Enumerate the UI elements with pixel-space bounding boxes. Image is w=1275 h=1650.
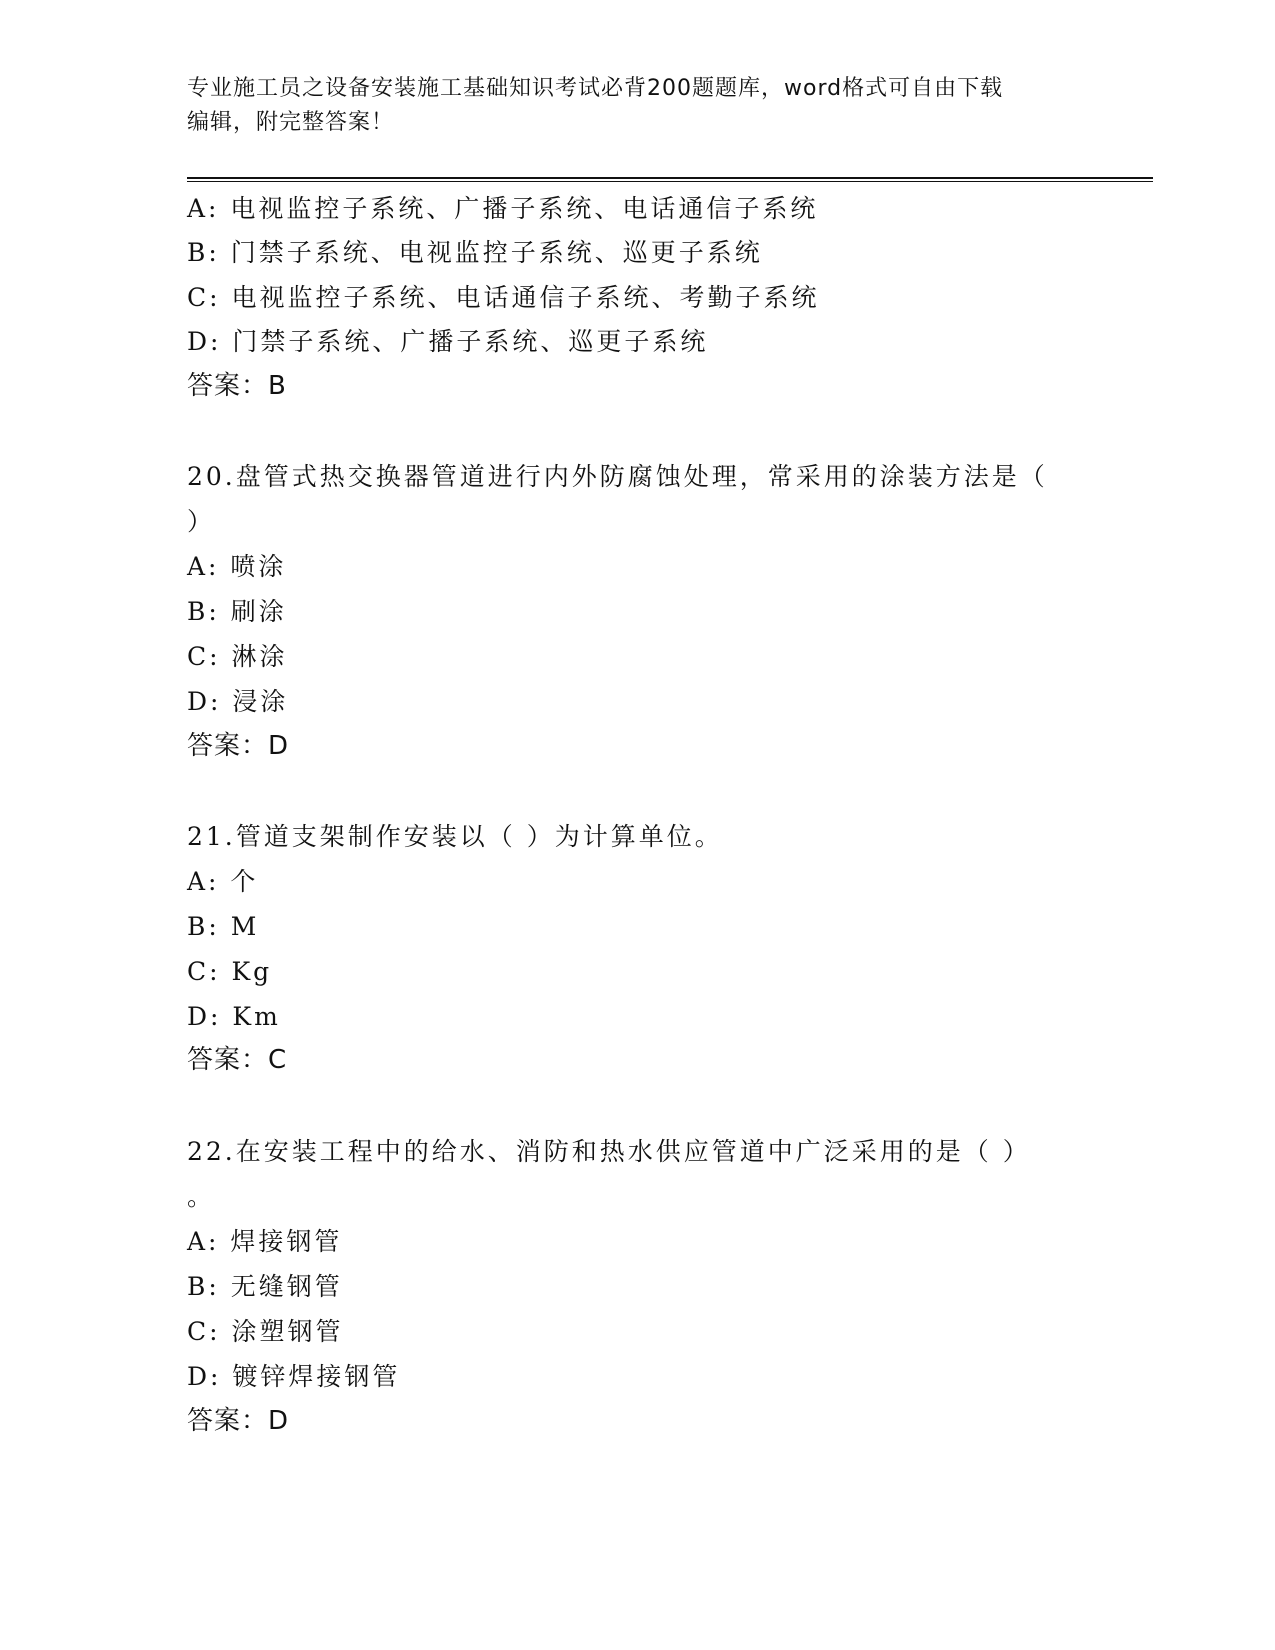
q21-option-d: D: Km bbox=[187, 1002, 281, 1031]
header-divider-bottom bbox=[187, 181, 1153, 182]
title-line-2: 编辑，附完整答案！ bbox=[187, 110, 395, 135]
header-divider-top bbox=[187, 177, 1153, 179]
q21-option-b: B: M bbox=[187, 912, 260, 941]
q19-answer: 答案：B bbox=[187, 371, 287, 401]
q21-answer: 答案：C bbox=[187, 1045, 288, 1075]
q20-stem-line-1: 20.盘管式热交换器管道进行内外防腐蚀处理，常采用的涂装方法是（ bbox=[187, 462, 1048, 491]
q22-option-a: A: 焊接钢管 bbox=[187, 1227, 343, 1256]
q20-option-b: B: 刷涂 bbox=[187, 597, 287, 626]
q22-option-c: C: 涂塑钢管 bbox=[187, 1317, 344, 1346]
q20-option-a: A: 喷涂 bbox=[187, 552, 287, 581]
q22-stem-line-2: 。 bbox=[187, 1182, 216, 1211]
q20-answer: 答案：D bbox=[187, 731, 290, 761]
q22-stem-line-1: 22.在安装工程中的给水、消防和热水供应管道中广泛采用的是（ ） bbox=[187, 1137, 1031, 1166]
q21-stem-line-1: 21.管道支架制作安装以（ ）为计算单位。 bbox=[187, 822, 723, 851]
q20-stem-line-2: ） bbox=[187, 507, 216, 536]
q19-option-d: D: 门禁子系统、广播子系统、巡更子系统 bbox=[187, 327, 709, 356]
q20-option-c: C: 淋涂 bbox=[187, 642, 288, 671]
title-line-1: 专业施工员之设备安装施工基础知识考试必背200题题库，word格式可自由下载 bbox=[187, 76, 1004, 101]
q21-option-c: C: Kg bbox=[187, 957, 273, 986]
q20-option-d: D: 浸涂 bbox=[187, 687, 289, 716]
q22-option-d: D: 镀锌焊接钢管 bbox=[187, 1362, 401, 1391]
q19-option-b: B: 门禁子系统、电视监控子系统、巡更子系统 bbox=[187, 238, 763, 267]
document-title bbox=[187, 72, 1087, 140]
q22-answer: 答案：D bbox=[187, 1406, 290, 1436]
q19-option-a: A: 电视监控子系统、广播子系统、电话通信子系统 bbox=[187, 194, 819, 223]
q22-option-b: B: 无缝钢管 bbox=[187, 1272, 343, 1301]
q21-option-a: A: 个 bbox=[187, 867, 259, 896]
q19-option-c: C: 电视监控子系统、电话通信子系统、考勤子系统 bbox=[187, 283, 820, 312]
